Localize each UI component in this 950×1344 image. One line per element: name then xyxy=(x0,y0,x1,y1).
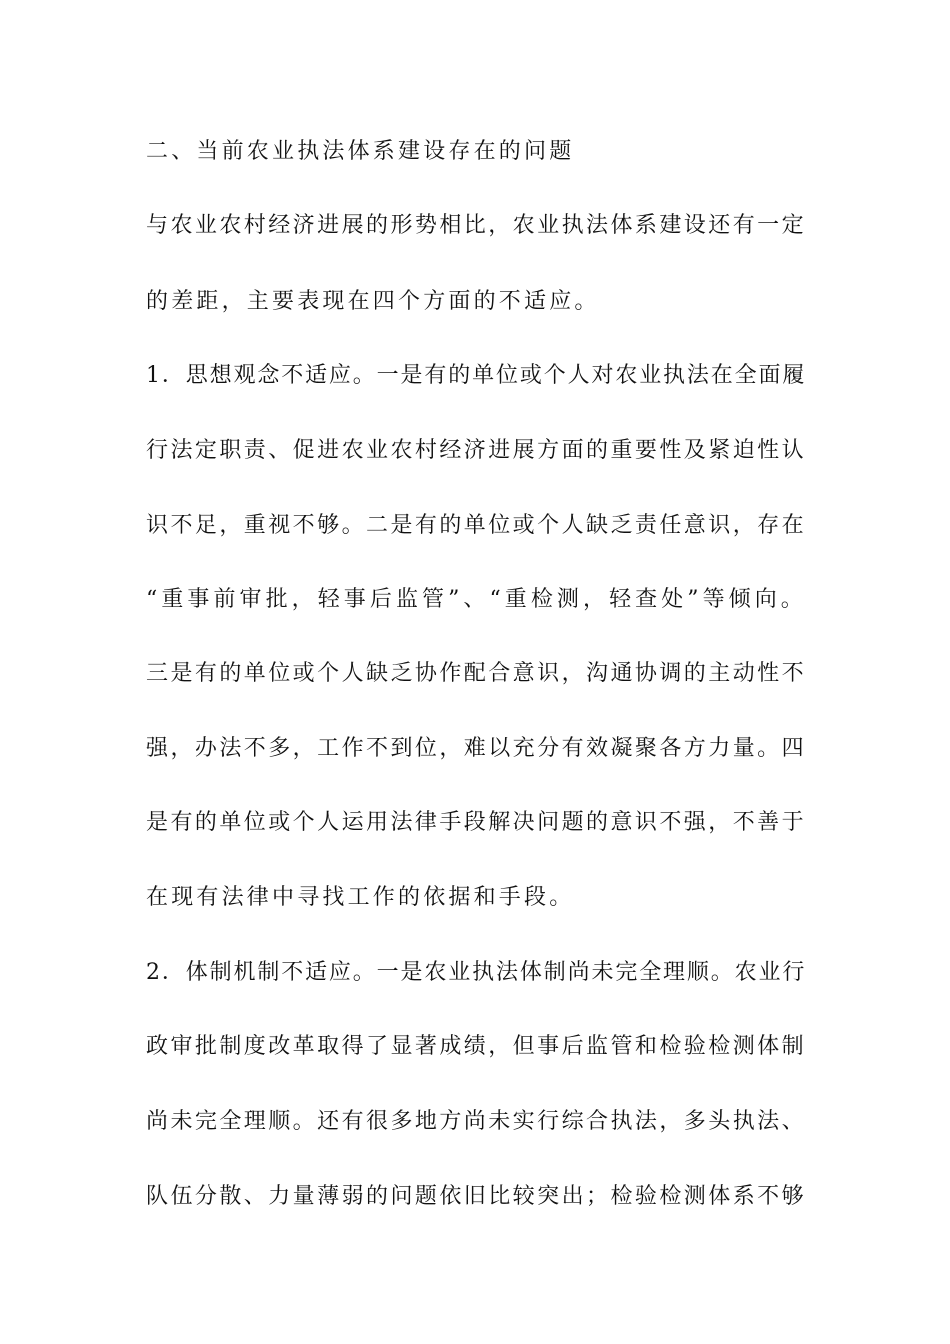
paragraph-line: 强，办法不多，工作不到位，难以充分有效凝聚各方力量。四 xyxy=(146,736,806,761)
paragraph-line: 政审批制度改革取得了显著成绩，但事后监管和检验检测体制 xyxy=(146,1034,806,1059)
paragraph-line: 识不足，重视不够。二是有的单位或个人缺乏责任意识，存在 xyxy=(146,513,806,538)
section-heading: 二、当前农业执法体系建设存在的问题 xyxy=(146,139,575,164)
paragraph-line: 三是有的单位或个人缺乏协作配合意识，沟通协调的主动性不 xyxy=(146,661,806,686)
paragraph-line: 与农业农村经济进展的形势相比，农业执法体系建设还有一定 xyxy=(146,213,806,238)
paragraph-line: 行法定职责、促进农业农村经济进展方面的重要性及紧迫性认 xyxy=(146,438,806,463)
paragraph-line: 尚未完全理顺。还有很多地方尚未实行综合执法，多头执法、 xyxy=(146,1109,806,1134)
paragraph-line: 的差距，主要表现在四个方面的不适应。 xyxy=(146,289,600,314)
paragraph-line: 是有的单位或个人运用法律手段解决问题的意识不强，不善于 xyxy=(146,810,806,835)
paragraph-line: 队伍分散、力量薄弱的问题依旧比较突出；检验检测体系不够 xyxy=(146,1184,806,1209)
paragraph-line: 2．体制机制不适应。一是农业执法体制尚未完全理顺。农业行 xyxy=(146,960,806,985)
paragraph-line: 在现有法律中寻找工作的依据和手段。 xyxy=(146,885,575,910)
paragraph-line: 1．思想观念不适应。一是有的单位或个人对农业执法在全面履 xyxy=(146,363,806,388)
paragraph-line: “重事前审批，轻事后监管”、“重检测，轻查处”等倾向。 xyxy=(146,587,806,612)
